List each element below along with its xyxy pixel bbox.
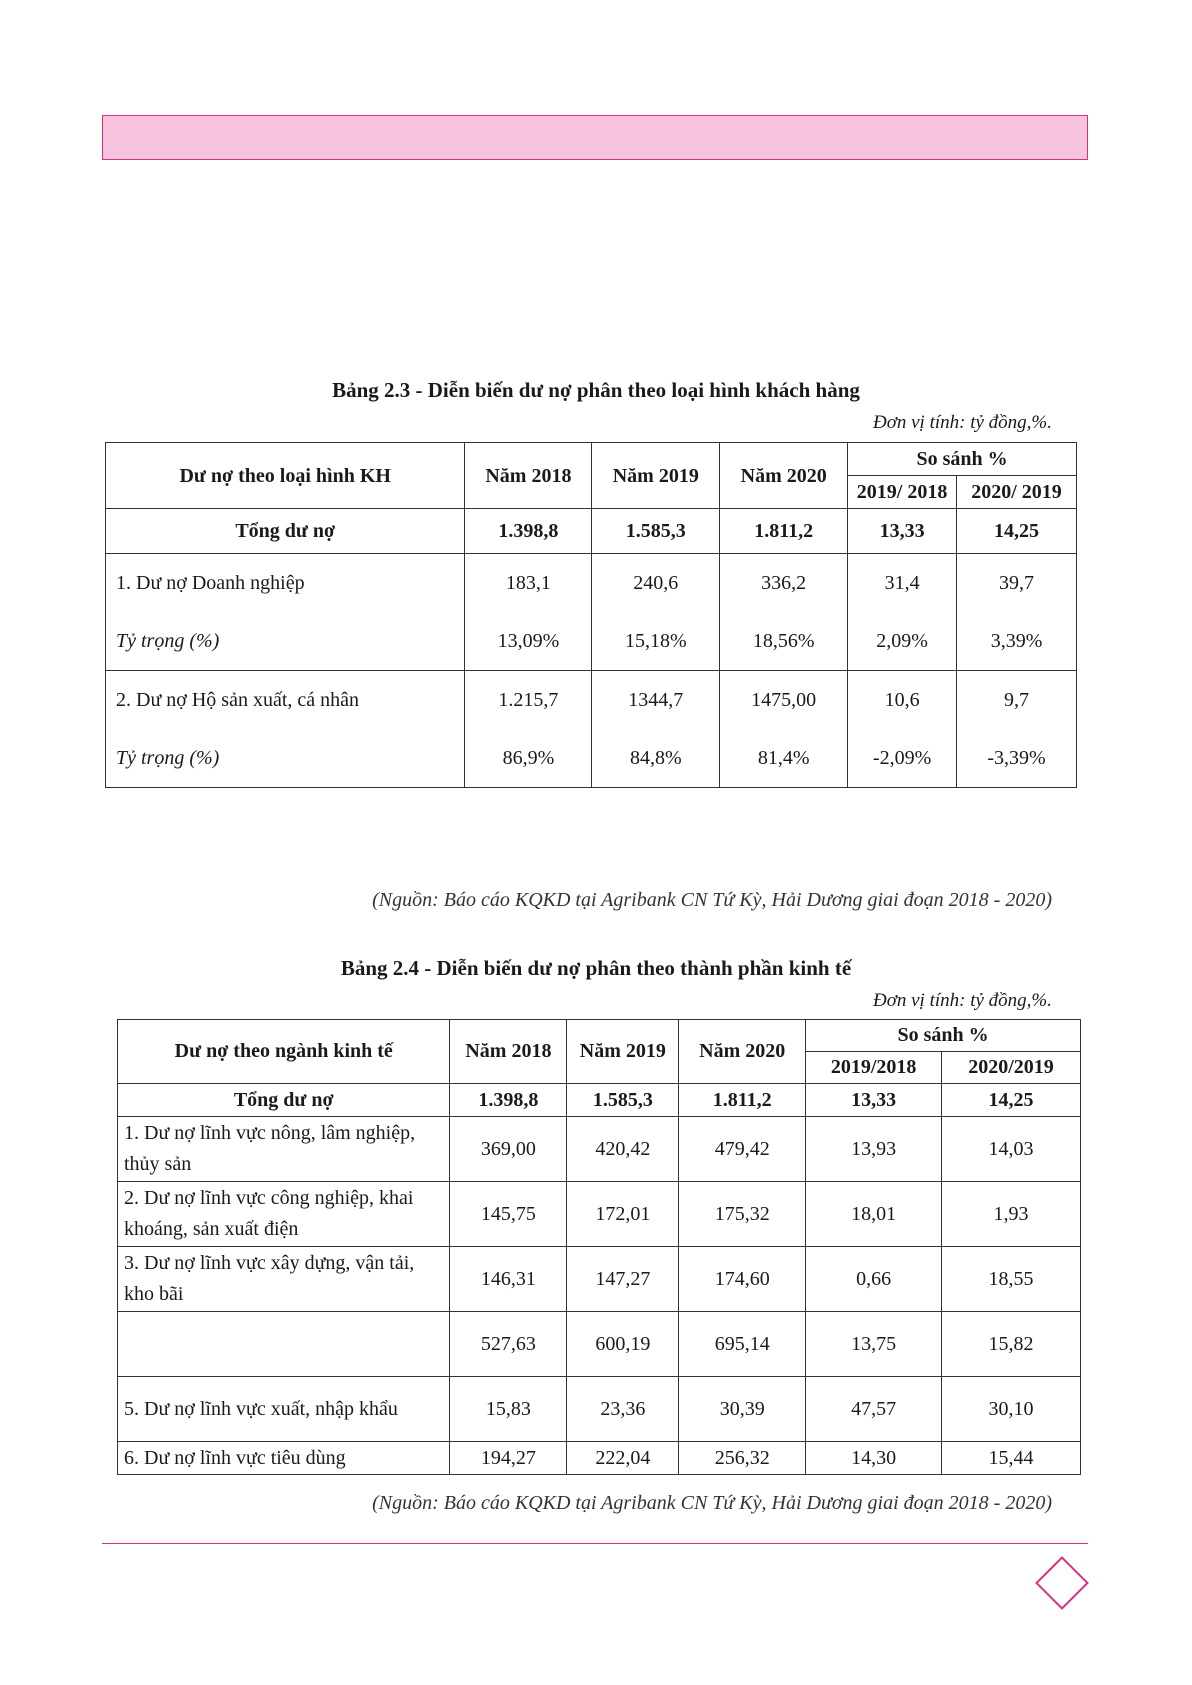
header-2019: Năm 2019 [592, 443, 720, 509]
cell: 30,10 [942, 1377, 1081, 1442]
cell: 3,39% [957, 612, 1077, 671]
cell: 15,44 [942, 1442, 1081, 1475]
table-2-4-unit: Đơn vị tính: tỷ đồng,%. [873, 990, 1052, 1011]
table-row [118, 1117, 1081, 1182]
cell: 13,75 [806, 1312, 942, 1377]
table-row [106, 612, 1077, 671]
cell: 695,14 [679, 1312, 806, 1377]
header-compare-2: 2020/2019 [942, 1052, 1081, 1084]
header-compare: So sánh % [806, 1020, 1081, 1052]
cell: 13,33 [848, 509, 957, 554]
footer-divider [102, 1543, 1088, 1544]
row-label [118, 1312, 450, 1377]
cell: 47,57 [806, 1377, 942, 1442]
cell: 18,01 [806, 1182, 942, 1247]
row-label: 6. Dư nợ lĩnh vực tiêu dùng [118, 1442, 450, 1475]
table-2-3-unit: Đơn vị tính: tỷ đồng,%. [873, 412, 1052, 433]
cell: 81,4% [720, 729, 848, 788]
cell: 1.585,3 [567, 1084, 679, 1117]
cell: 1,93 [942, 1182, 1081, 1247]
cell: 10,6 [848, 671, 957, 730]
row-label: 2. Dư nợ lĩnh vực công nghiệp, khai khoáng, sản xuất điện [118, 1182, 450, 1247]
cell: 23,36 [567, 1377, 679, 1442]
header-band [102, 115, 1088, 160]
cell: 1.811,2 [679, 1084, 806, 1117]
row-label: Tổng dư nợ [118, 1084, 450, 1117]
table-2-4 [117, 1019, 1081, 1475]
cell: 420,42 [567, 1117, 679, 1182]
cell: 172,01 [567, 1182, 679, 1247]
row-label: 1. Dư nợ Doanh nghiệp [106, 554, 465, 613]
cell: 147,27 [567, 1247, 679, 1312]
cell: 1.585,3 [592, 509, 720, 554]
cell: 13,93 [806, 1117, 942, 1182]
table-row [106, 509, 1077, 554]
cell: 369,00 [450, 1117, 567, 1182]
cell: 145,75 [450, 1182, 567, 1247]
cell: 1.398,8 [450, 1084, 567, 1117]
row-label: 1. Dư nợ lĩnh vực nông, lâm nghiệp, thủy sản [118, 1117, 450, 1182]
row-label: Tỷ trọng (%) [106, 612, 465, 671]
diamond-icon [1035, 1556, 1089, 1610]
cell: 1.811,2 [720, 509, 848, 554]
table-2-3-caption: Bảng 2.3 - Diễn biến dư nợ phân theo loại hình khách hàng [332, 378, 860, 402]
row-label: Tỷ trọng (%) [106, 729, 465, 788]
header-label: Dư nợ theo loại hình KH [106, 443, 465, 509]
cell: 13,09% [465, 612, 592, 671]
header-2018: Năm 2018 [450, 1020, 567, 1084]
table-2-3 [105, 442, 1077, 788]
table-2-3-source: (Nguồn: Báo cáo KQKD tại Agribank CN Tứ Kỳ, Hải Dương giai đoạn 2018 - 2020) [372, 889, 1052, 911]
cell: 2,09% [848, 612, 957, 671]
cell: 30,39 [679, 1377, 806, 1442]
header-2020: Năm 2020 [720, 443, 848, 509]
row-label: 2. Dư nợ Hộ sản xuất, cá nhân [106, 671, 465, 730]
table-row [118, 1377, 1081, 1442]
header-compare-2: 2020/ 2019 [957, 476, 1077, 509]
table-2-4-caption: Bảng 2.4 - Diễn biến dư nợ phân theo thành phần kinh tế [340, 956, 852, 980]
row-label: 5. Dư nợ lĩnh vực xuất, nhập khẩu [118, 1377, 450, 1442]
cell: 527,63 [450, 1312, 567, 1377]
table-2-4-source: (Nguồn: Báo cáo KQKD tại Agribank CN Tứ Kỳ, Hải Dương giai đoạn 2018 - 2020) [372, 1492, 1052, 1514]
cell: 183,1 [465, 554, 592, 613]
cell: 18,55 [942, 1247, 1081, 1312]
header-2020: Năm 2020 [679, 1020, 806, 1084]
table-row [106, 671, 1077, 730]
cell: 1475,00 [720, 671, 848, 730]
cell: 1.398,8 [465, 509, 592, 554]
cell: 14,25 [957, 509, 1077, 554]
cell: 175,32 [679, 1182, 806, 1247]
table-row [106, 554, 1077, 613]
table-row [106, 729, 1077, 788]
cell: 15,18% [592, 612, 720, 671]
table-row [118, 1312, 1081, 1377]
table-row [118, 1182, 1081, 1247]
cell: 240,6 [592, 554, 720, 613]
cell: 14,30 [806, 1442, 942, 1475]
cell: 336,2 [720, 554, 848, 613]
cell: 479,42 [679, 1117, 806, 1182]
header-2018: Năm 2018 [465, 443, 592, 509]
table-row [118, 1442, 1081, 1475]
header-label: Dư nợ theo ngành kinh tế [118, 1020, 450, 1084]
cell: 1344,7 [592, 671, 720, 730]
row-label: 3. Dư nợ lĩnh vực xây dựng, vận tải, kho bãi [118, 1247, 450, 1312]
cell: 0,66 [806, 1247, 942, 1312]
cell: 84,8% [592, 729, 720, 788]
cell: 39,7 [957, 554, 1077, 613]
table-row [118, 1084, 1081, 1117]
cell: 600,19 [567, 1312, 679, 1377]
cell: 15,83 [450, 1377, 567, 1442]
cell: 14,03 [942, 1117, 1081, 1182]
cell: -2,09% [848, 729, 957, 788]
cell: 174,60 [679, 1247, 806, 1312]
row-label: Tổng dư nợ [106, 509, 465, 554]
cell: 222,04 [567, 1442, 679, 1475]
cell: 146,31 [450, 1247, 567, 1312]
cell: 1.215,7 [465, 671, 592, 730]
cell: -3,39% [957, 729, 1077, 788]
cell: 14,25 [942, 1084, 1081, 1117]
table-row [118, 1247, 1081, 1312]
cell: 86,9% [465, 729, 592, 788]
cell: 31,4 [848, 554, 957, 613]
cell: 9,7 [957, 671, 1077, 730]
header-compare: So sánh % [848, 443, 1077, 476]
cell: 256,32 [679, 1442, 806, 1475]
cell: 18,56% [720, 612, 848, 671]
header-compare-1: 2019/ 2018 [848, 476, 957, 509]
header-2019: Năm 2019 [567, 1020, 679, 1084]
cell: 194,27 [450, 1442, 567, 1475]
header-compare-1: 2019/2018 [806, 1052, 942, 1084]
cell: 15,82 [942, 1312, 1081, 1377]
cell: 13,33 [806, 1084, 942, 1117]
